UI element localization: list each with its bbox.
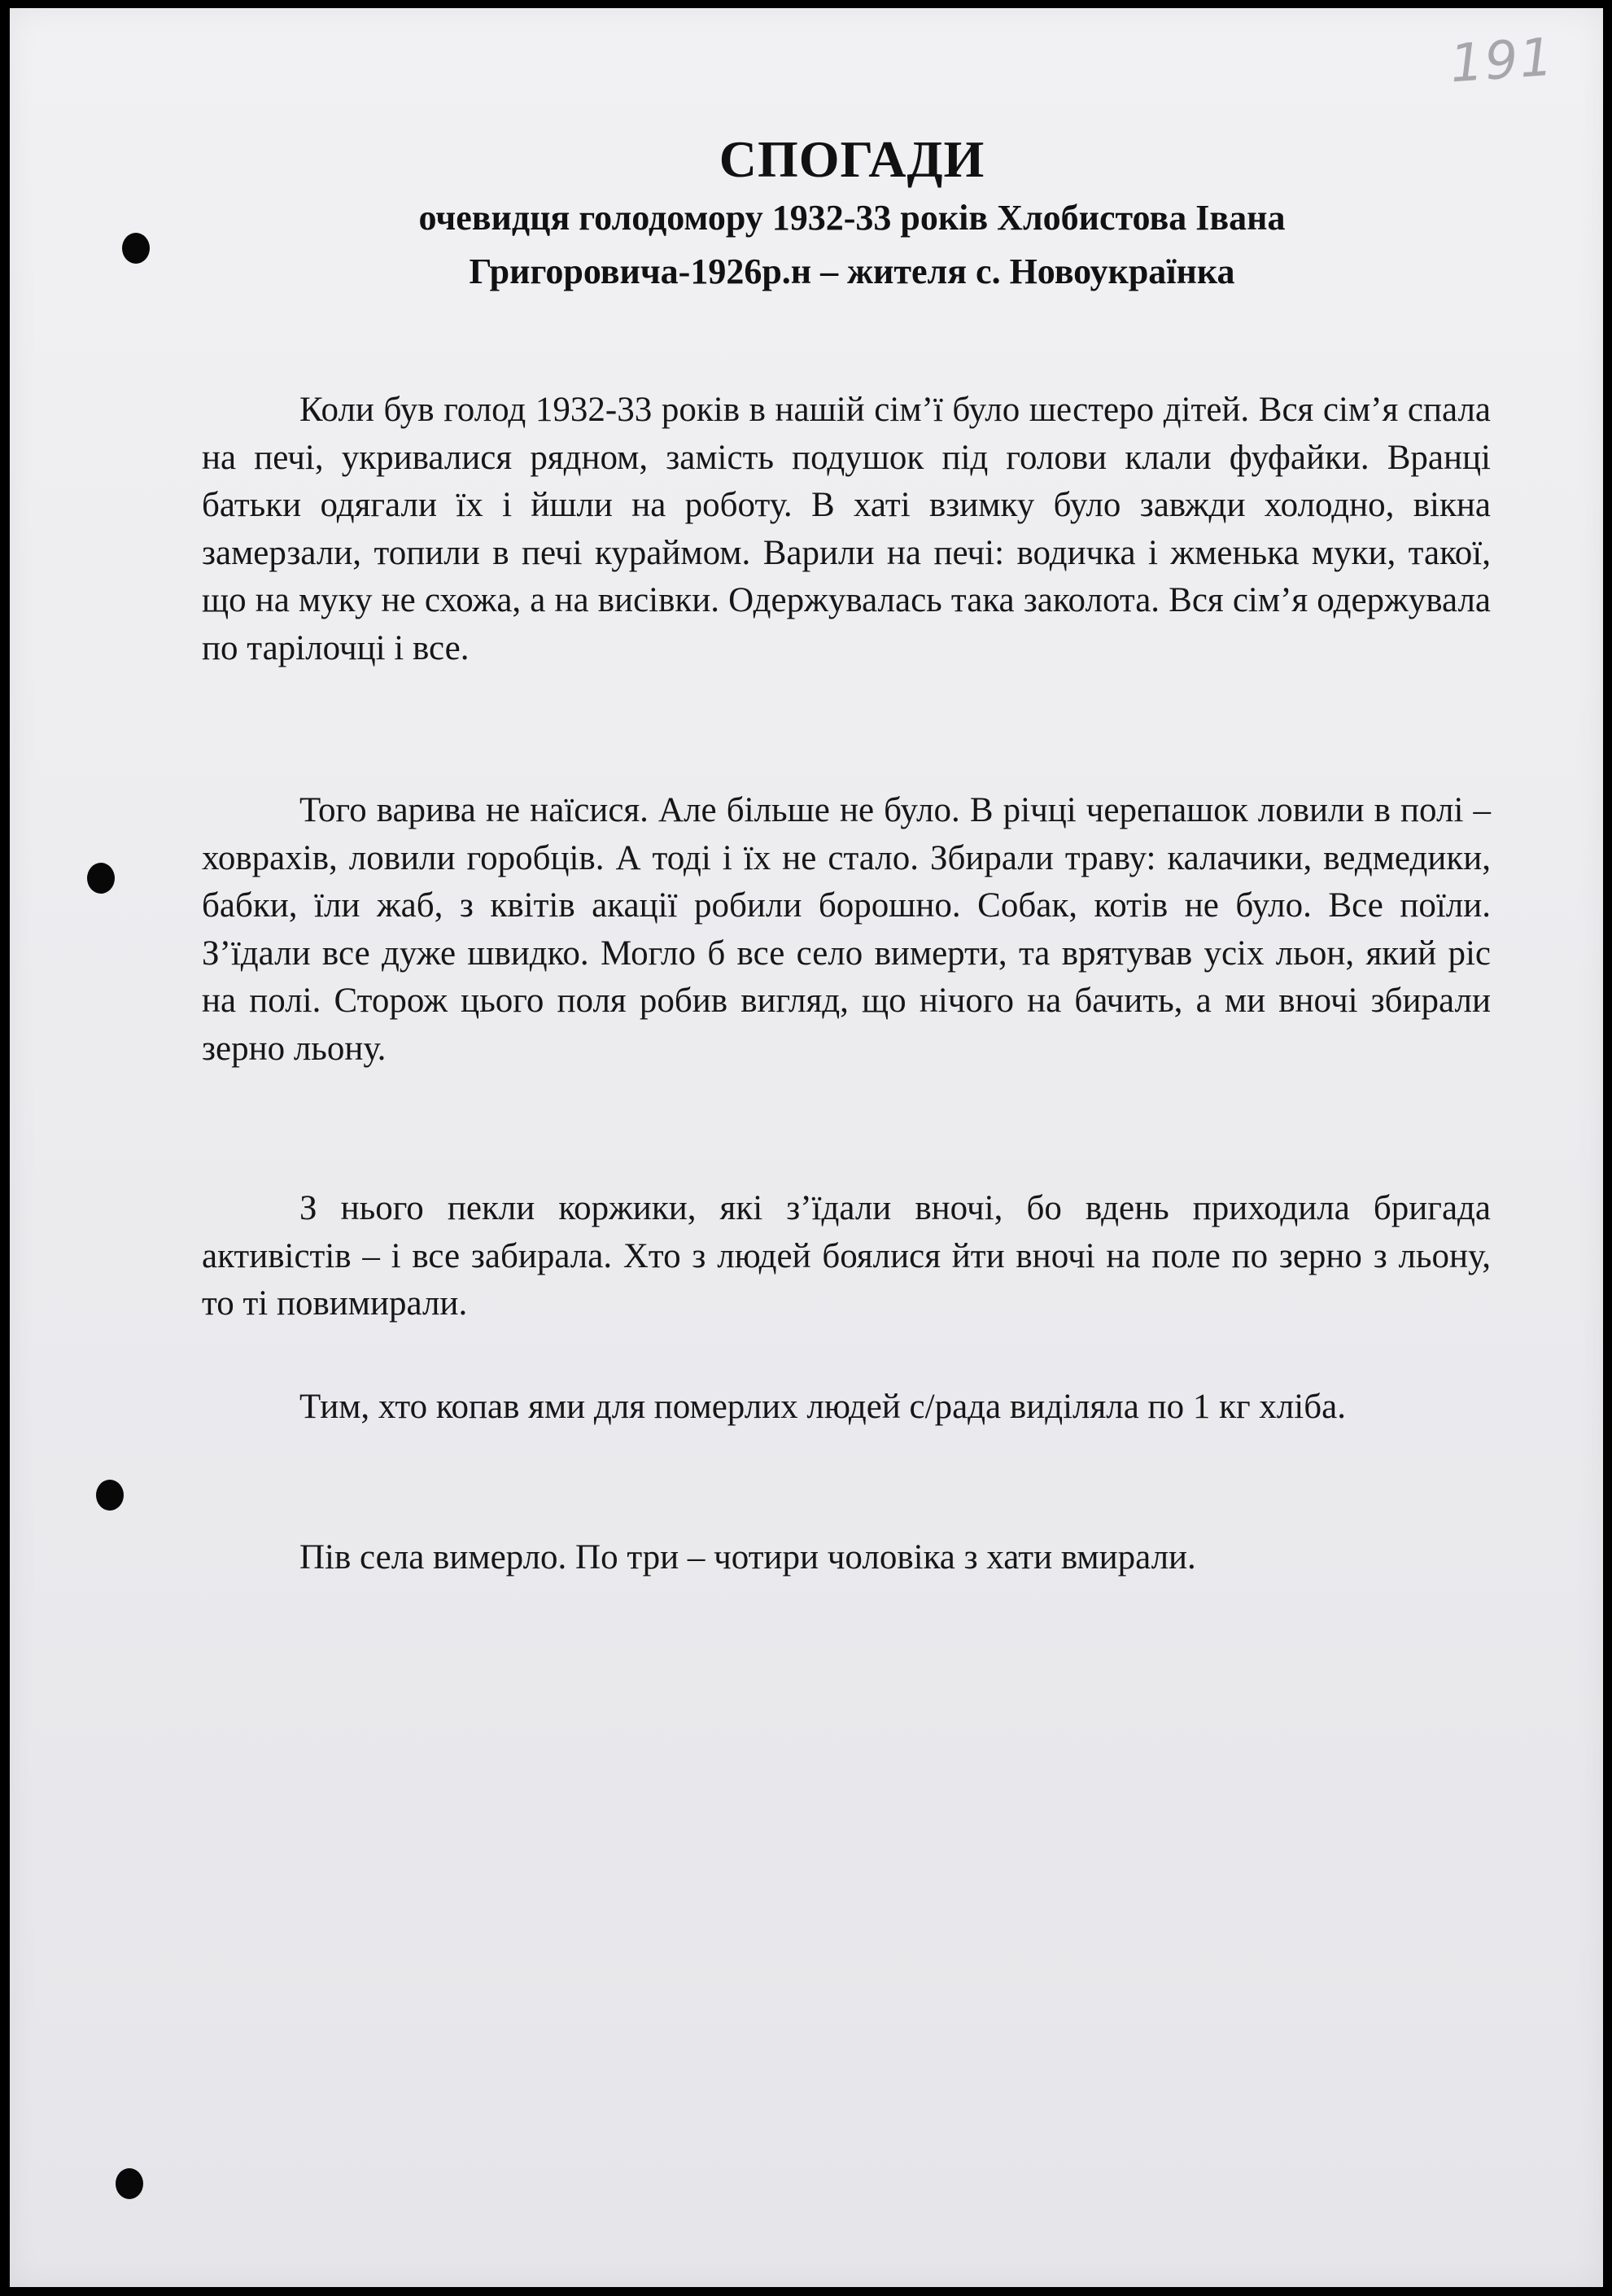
punch-hole [87, 863, 115, 894]
document-page [10, 8, 1603, 2287]
document-header [10, 130, 1612, 296]
paragraph-1 [202, 387, 1491, 672]
paragraph-3 [202, 1185, 1491, 1328]
handwritten-page-number: 191 [1448, 27, 1557, 95]
paragraph-text: Тим, хто копав ями для померлих людей с/рада виділяла по 1 кг хліба. [299, 1388, 1346, 1426]
paragraph-text: Коли був голод 1932-33 років в нашій сім’ї було шестеро дітей. Вся сім’я спала на печі, укривалися рядном, замість подушок під голови клали фуфайки. Вранці батьки одягали їх і йшли на роботу. В хаті взимку було завжди холодно, вікна замерзали, топили в печі кураймом. Варили на печі: водичка і жменька муки, такої, що на муку не схожа, а на висівки. Одержувалась така заколота. Вся сім’я одержувала по тарілочці і все. [202, 391, 1491, 667]
paragraph-text: З нього пекли коржики, які з’їдали вночі, бо вдень приходила бригада активістів – і все забирала. Хто з людей боялися йти вночі на поле по зерно з льону, то ті повимирали. [202, 1189, 1491, 1323]
paragraph-text: Пів села вимерло. По три – чотири чоловіка з хати вмирали. [299, 1538, 1196, 1577]
paragraph-2 [202, 787, 1491, 1073]
punch-hole [96, 1480, 124, 1511]
document-subtitle-line-2: Григоровича-1926р.н – жителя с. Новоукраїнка [469, 251, 1235, 291]
paragraph-4 [202, 1384, 1491, 1432]
document-subtitle-line-1: очевидця голодомору 1932-33 років Хлобистова Івана [418, 198, 1286, 238]
paragraph-5 [202, 1534, 1491, 1582]
punch-hole [116, 2168, 143, 2199]
paragraph-text: Того варива не наїсися. Але більше не було. В річці черепашок ловили в полі – ховрахів, ловили горобців. А тоді і їх не стало. Збирали траву: калачики, ведмедики, бабки, їли жаб, з квітів акації робили борошно. Собак, котів не було. Все поїли. З’їдали все дуже швидко. Могло б все село вимерти, та врятував усіх льон, який ріс на полі. Сторож цього поля робив вигляд, що нічого на бачить, а ми вночі збирали зерно льону. [202, 791, 1491, 1068]
document-title: СПОГАДИ [719, 130, 985, 188]
